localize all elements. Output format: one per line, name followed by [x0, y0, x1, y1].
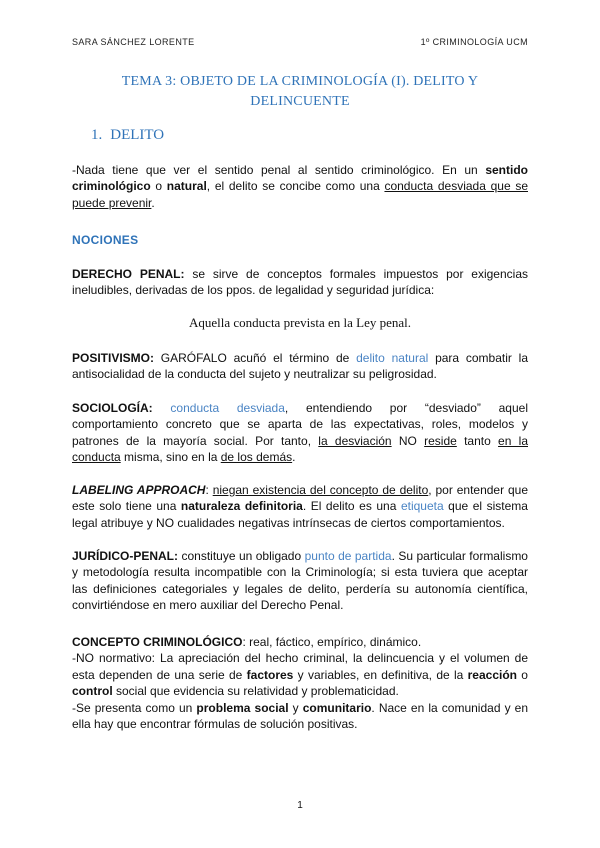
labeling-text: . El delito es una [302, 499, 401, 514]
header-course: 1º CRIMINOLOGÍA UCM [420, 37, 528, 47]
concepto-text: y [288, 700, 303, 715]
sociologia-underlined: reside [424, 433, 457, 448]
positivismo-text: para combatir la antisocialidad de la conducta del sujeto y neutralizar su peligrosidad. [72, 351, 529, 382]
labeling-text: que el sistema legal atribuye y NO cualidades negativas intrínsecas de ciertos comportamientos. [72, 499, 528, 530]
concepto-bold-term: control [72, 684, 113, 699]
sociologia-text: . [292, 450, 296, 465]
sociologia-text: misma, sino en la [120, 450, 221, 465]
positivismo-term: delito natural [356, 351, 429, 365]
heading-delito [91, 127, 164, 144]
positivismo-text: GARÓFALO acuñó el término de [154, 351, 357, 365]
juridico-label: JURÍDICO-PENAL: [72, 549, 179, 563]
derecho-penal-text: se sirve de conceptos formales impuestos por exigencias ineludibles, derivadas de los ppos. de legalidad y seguridad jurídica: [72, 267, 528, 298]
concepto-bold-term: problema social [196, 700, 289, 715]
title-line-2: DELINCUENTE [250, 94, 350, 109]
labeling-text: : [205, 483, 213, 497]
concepto-label: CONCEPTO CRIMINOLÓGICO [72, 635, 243, 649]
concepto-no-normativo [72, 650, 528, 699]
sociologia-text [153, 401, 171, 415]
juridico-text: . Su particular formalismo y metodología resulta incompatible con la Criminología; si esta tuviera que aceptar las definiciones categoriales y legales de delito, perdería su autonomía científica, convirtiéndose en mero auxiliar del Derecho Penal. [72, 549, 528, 613]
intro-bold-term: natural [166, 179, 207, 194]
concepto-text: : real, fáctico, empírico, dinámico. [242, 635, 422, 649]
positivismo-label: POSITIVISMO: [72, 351, 155, 365]
legal-definition-quote: Aquella conducta prevista en la Ley penal. [189, 315, 411, 330]
concepto-text: y variables, en definitiva, de la [293, 667, 468, 682]
intro-underlined: conducta desviada que se puede prevenir [72, 179, 528, 210]
juridico-term: punto de partida [304, 549, 392, 563]
concepto-line [72, 634, 528, 650]
juridico-text: constituye un obligado [178, 549, 305, 563]
header-author: SARA SÁNCHEZ LORENTE [72, 37, 195, 47]
sociologia-underlined: la desviación [318, 433, 392, 448]
labeling-term: etiqueta [400, 499, 444, 514]
heading-number: 1. [91, 127, 103, 143]
heading-text: DELITO [110, 127, 165, 143]
labeling-bold-term: naturaleza definitoria [180, 499, 303, 514]
intro-text: -Nada tiene que ver el sentido penal al sentido criminológico. En un [72, 163, 486, 177]
concepto-problema-social [72, 700, 528, 733]
page-number: 1 [297, 800, 303, 811]
concepto-text: -NO normativo: La apreciación del hecho criminal, la delincuencia y el volumen de esta dependen de una serie de [72, 651, 528, 682]
title-line-1: TEMA 3: OBJETO DE LA CRIMINOLOGÍA (I). DELITO Y [121, 74, 479, 89]
intro-text: . [151, 195, 155, 210]
concepto-text: social que evidencia su relatividad y problematicidad. [112, 684, 399, 699]
intro-bold-term: sentido criminológico [72, 163, 528, 194]
sociologia-underlined: en la conducta [72, 433, 528, 465]
labeling-underlined: niegan existencia del concepto de delito [212, 483, 429, 497]
concepto-bold-term: factores [246, 667, 294, 682]
derecho-penal-paragraph [72, 266, 528, 299]
concepto-criminologico-block [72, 634, 528, 732]
sociologia-text: tanto [456, 433, 499, 448]
labeling-paragraph [72, 482, 528, 531]
labeling-label: LABELING APPROACH [72, 483, 206, 497]
sociologia-label: SOCIOLOGÍA: [72, 401, 153, 415]
intro-text: , el delito se concibe como una [206, 179, 385, 194]
labeling-text: , por entender que este solo tiene una [72, 483, 529, 514]
sociologia-text: , entendiendo por “desviado” aquel comportamiento concreto que se aparta de las expectativas, roles, modelos y patrones de la mayoría social. Por tanto, [72, 401, 528, 448]
intro-text: o [150, 179, 167, 194]
section-nociones: NOCIONES [72, 233, 139, 247]
concepto-text: . Nace en la comunidad y en ella hay que encontrar fórmulas de solución positivas. [72, 700, 529, 732]
intro-paragraph [72, 162, 528, 211]
derecho-penal-label: DERECHO PENAL: [72, 267, 185, 281]
juridico-penal-paragraph [72, 548, 528, 614]
concepto-bold-term: comunitario [302, 700, 372, 715]
concepto-text: o [517, 667, 528, 682]
positivismo-paragraph [72, 350, 528, 383]
document-title [72, 72, 528, 112]
sociologia-text: NO [391, 433, 425, 448]
sociologia-underlined: de los demás [220, 450, 293, 465]
concepto-bold-term: reacción [467, 667, 517, 682]
sociologia-term: conducta desviada [170, 401, 285, 415]
sociologia-paragraph [72, 400, 528, 466]
concepto-text: -Se presenta como un [72, 700, 197, 715]
